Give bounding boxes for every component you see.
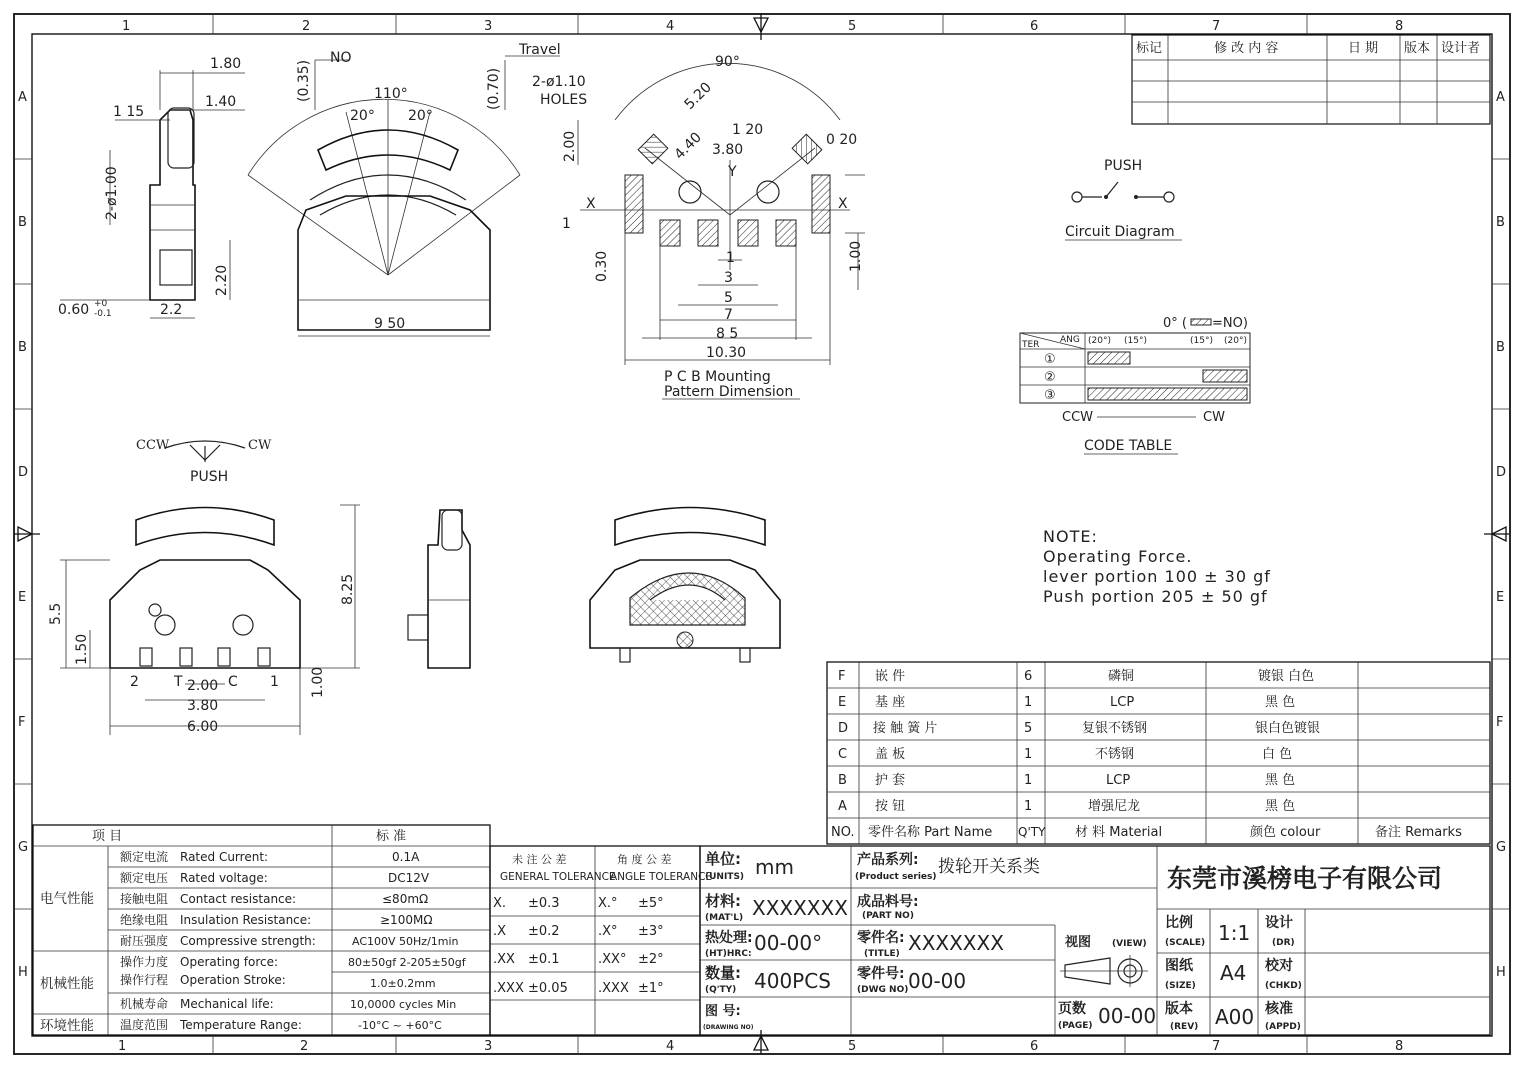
- dim-3-80b: 3.80: [187, 698, 219, 714]
- angle-90: 90°: [715, 54, 740, 70]
- spec-en: Mechanical life:: [180, 997, 274, 1011]
- dim-pitch-1: 1: [726, 250, 735, 266]
- circuit-push: PUSH: [1104, 158, 1143, 174]
- dim-1-00: 1.00: [848, 240, 864, 272]
- col-label-bottom: 6: [1030, 1039, 1039, 1054]
- bom-header: NO.: [831, 825, 855, 840]
- dim-1-00b: 1.00: [310, 666, 326, 698]
- title-label: 零件名:: [857, 930, 905, 946]
- note-line: Push portion 205 ± 50 gf: [1043, 587, 1268, 606]
- note-line: Operating Force.: [1043, 547, 1193, 566]
- bom-id: A: [838, 799, 847, 814]
- page-en: (PAGE): [1058, 1021, 1093, 1031]
- dim-0-70: (0.70): [486, 67, 502, 110]
- size-label: 图纸: [1165, 958, 1193, 974]
- spec-group: 机械性能: [40, 976, 94, 992]
- col-label-bottom: 7: [1212, 1039, 1221, 1054]
- tol-gen-val: ±0.05: [528, 981, 568, 996]
- dim-5-20: 5.20: [681, 79, 715, 113]
- bom-qty: 1: [1024, 773, 1033, 788]
- dr-label: 设计: [1265, 915, 1293, 931]
- code-row: ②: [1044, 370, 1056, 385]
- bom-name: 盖 板: [875, 747, 906, 762]
- size-value: A4: [1220, 961, 1247, 985]
- col-label-bottom: 8: [1395, 1039, 1404, 1054]
- company-name: 东莞市溪榜电子有限公司: [1167, 864, 1443, 893]
- code-angle: (20°): [1088, 336, 1111, 346]
- spec-en: Temperature Range:: [180, 1018, 302, 1032]
- appd-label: 核准: [1265, 1001, 1293, 1017]
- circuit-diagram: [1065, 158, 1182, 240]
- angle-20-right: 20°: [408, 108, 433, 124]
- qty-label: 数量:: [705, 964, 741, 982]
- bom-header: Q'TY: [1018, 825, 1046, 839]
- tol-gen-val: ±0.3: [528, 896, 560, 911]
- appd-en: (APPD): [1265, 1022, 1301, 1032]
- dim-pitch-7: 7: [724, 307, 733, 323]
- row-label-left: G: [18, 840, 29, 855]
- rev-header: 修 改 内 容: [1214, 41, 1279, 56]
- dim-2-00b: 2.00: [187, 678, 219, 694]
- series-en: (Product series): [855, 872, 937, 882]
- mat-label: 材料:: [705, 892, 741, 910]
- bom-name: 接 触 簧 片: [873, 721, 938, 736]
- chkd-en: (CHKD): [1265, 981, 1302, 991]
- row-label-left: B: [18, 340, 27, 355]
- dim-1-50: 1.50: [74, 633, 90, 665]
- spec-val: DC12V: [388, 871, 430, 885]
- label-no: NO: [330, 50, 352, 66]
- pin-c: C: [228, 674, 238, 690]
- bom-qty: 1: [1024, 799, 1033, 814]
- dim-6-00: 6.00: [187, 719, 219, 735]
- note-block: [1043, 527, 1271, 606]
- partno-label: 成品料号:: [857, 894, 919, 910]
- dim-2-00: 2.00: [562, 130, 578, 162]
- col-label-bottom: 2: [300, 1039, 309, 1054]
- code-ccw: CCW: [1062, 410, 1094, 425]
- note-title: NOTE:: [1043, 527, 1098, 546]
- dim-2-20: 2.20: [214, 264, 230, 296]
- spec-cn: 额定电压: [120, 871, 169, 885]
- tol-ang-key: .XX°: [598, 952, 627, 967]
- mat-en: (MAT'L): [705, 913, 744, 923]
- bom-material: 磷铜: [1108, 669, 1135, 684]
- title-en: (TITLE): [864, 949, 900, 959]
- spec-val: ≥100MΩ: [380, 913, 433, 927]
- spec-en: Compressive strength:: [180, 934, 316, 948]
- dim-9-50: 9 50: [374, 316, 406, 332]
- col-label-bottom: 1: [118, 1039, 127, 1054]
- axis-x-left: X: [586, 196, 596, 212]
- bom-id: E: [838, 695, 847, 710]
- spec-val: 10,0000 cycles Min: [350, 998, 457, 1011]
- row-label-left: A: [18, 90, 27, 105]
- tol-gen-key: .X: [493, 924, 507, 939]
- rev-value: A00: [1215, 1005, 1255, 1029]
- pin-1: 1: [270, 674, 279, 690]
- spec-en: Rated voltage:: [180, 871, 268, 885]
- spec-val: AC100V 50Hz/1min: [352, 935, 459, 948]
- tol-gen-cn: 未 注 公 差: [512, 853, 567, 866]
- code-caption: CODE TABLE: [1084, 438, 1173, 454]
- dim-5-5: 5.5: [48, 602, 64, 625]
- row-label-left: H: [18, 965, 28, 980]
- unit-label: 单位:: [705, 850, 741, 868]
- code-row: ③: [1044, 388, 1056, 403]
- code-angle: (20°): [1224, 336, 1247, 346]
- circuit-caption: Circuit Diagram: [1065, 224, 1175, 240]
- dim-10-30: 10.30: [706, 345, 747, 361]
- code-angle: (15°): [1124, 336, 1147, 346]
- spec-en: Operation Stroke:: [180, 973, 286, 987]
- dr-en: (DR): [1272, 938, 1295, 948]
- col-label-top: 7: [1212, 19, 1221, 34]
- code-ang: ANG: [1060, 335, 1080, 345]
- bom-material: LCP: [1110, 695, 1135, 710]
- dim-1: 1: [562, 216, 571, 232]
- code-top-label2: =NO): [1212, 316, 1248, 331]
- bottom-cw: CW: [248, 438, 272, 453]
- partno-en: (PART NO): [862, 911, 914, 921]
- page-value: 00-00: [1098, 1004, 1157, 1028]
- bom-header: 备注 Remarks: [1375, 825, 1462, 840]
- bom-header: 零件名称 Part Name: [868, 825, 993, 840]
- bom-id: B: [838, 773, 847, 788]
- col-label-bottom: 4: [666, 1039, 675, 1054]
- tol-ang-val: ±2°: [638, 952, 664, 967]
- rev-header: 标记: [1136, 41, 1163, 56]
- label-travel: Travel: [519, 42, 561, 58]
- spec-val: 80±50gf 2-205±50gf: [348, 956, 466, 969]
- tol-gen-val: ±0.1: [528, 952, 560, 967]
- spec-en: Operating force:: [180, 955, 279, 969]
- spec-val: 1.0±0.2mm: [370, 977, 436, 990]
- bom-material: 不锈钢: [1095, 747, 1135, 762]
- side-view: [58, 56, 245, 319]
- view-label: 视图: [1065, 935, 1092, 950]
- note-line: lever portion 100 ± 30 gf: [1043, 567, 1271, 586]
- rev-en: (REV): [1170, 1022, 1199, 1032]
- bom-colour: 白 色: [1262, 747, 1293, 762]
- label-holes-1: 2-ø1.10: [532, 74, 586, 90]
- tol-ang-key: .X°: [598, 924, 618, 939]
- tol-gen-val: ±0.2: [528, 924, 560, 939]
- bom-name: 基 座: [875, 695, 906, 710]
- dim-1-80: 1.80: [210, 56, 242, 72]
- dim-1-20: 1 20: [732, 122, 764, 138]
- bottom-ccw: CCW: [136, 438, 170, 453]
- bom-table: [827, 662, 1490, 844]
- spec-cn: 耐压强度: [120, 934, 169, 948]
- row-label-right: A: [1496, 90, 1505, 105]
- tol-ang-cn: 角 度 公 差: [617, 853, 672, 866]
- col-label-bottom: 5: [848, 1039, 857, 1054]
- dim-0-30: 0.30: [594, 250, 610, 282]
- pcb-title-1: P C B Mounting: [664, 369, 771, 385]
- code-cw: CW: [1203, 410, 1225, 425]
- bom-header: 颜色 colour: [1250, 825, 1321, 840]
- col-label-top: 5: [848, 19, 857, 34]
- code-top-label: 0° (: [1163, 316, 1187, 331]
- front-view: [248, 42, 561, 336]
- bom-colour: 黑 色: [1265, 799, 1296, 814]
- axis-y: Y: [728, 164, 737, 180]
- bom-qty: 6: [1024, 669, 1033, 684]
- row-label-right: F: [1496, 715, 1504, 730]
- angle-20-left: 20°: [350, 108, 375, 124]
- tol-ang-val: ±5°: [638, 896, 664, 911]
- dim-8-5: 8 5: [716, 326, 739, 342]
- rev-header: 设计者: [1441, 41, 1481, 56]
- tol-gen-key: X.: [493, 896, 507, 911]
- spec-group: 电气性能: [40, 891, 94, 907]
- dim-4-40: 4.40: [671, 129, 705, 163]
- col-label-top: 4: [666, 19, 675, 34]
- chkd-label: 校对: [1265, 958, 1293, 974]
- dim-pitch-3: 3: [724, 270, 733, 286]
- scale-label: 比例: [1165, 915, 1193, 931]
- scale-value: 1:1: [1218, 921, 1251, 945]
- spec-en: Contact resistance:: [180, 892, 297, 906]
- bom-id: C: [838, 747, 848, 762]
- mat-value: XXXXXXX: [752, 896, 848, 920]
- dim-0-60: 0.60: [58, 302, 90, 318]
- code-ter: TER: [1022, 340, 1040, 350]
- spec-val: 0.1A: [392, 850, 420, 864]
- spec-cn: 操作力度: [120, 955, 169, 969]
- row-label-right: E: [1496, 590, 1505, 605]
- ht-value: 00-00°: [754, 931, 823, 955]
- axis-x-right: X: [838, 196, 848, 212]
- row-label-right: D: [1496, 465, 1507, 480]
- bottom-view: [48, 438, 780, 735]
- spec-header-item: 项 目: [92, 829, 123, 844]
- bom-material: 增强尼龙: [1088, 799, 1141, 814]
- spec-cn: 操作行程: [120, 973, 169, 987]
- spec-cn: 额定电流: [120, 850, 169, 864]
- tol-gen-key: .XXX: [493, 981, 524, 996]
- dim-2-d1: 2-ø1.00: [104, 166, 120, 220]
- dim-2-2: 2.2: [160, 302, 183, 318]
- spec-cn: 绝缘电阻: [120, 913, 169, 927]
- dim-0-35: (0.35): [296, 59, 312, 102]
- spec-table: [33, 825, 490, 1035]
- tol-ang-key: .XXX: [598, 981, 629, 996]
- pin-2: 2: [130, 674, 139, 690]
- tol-ang-key: X.°: [598, 896, 618, 911]
- pcb-pattern: [532, 54, 865, 400]
- bom-material: LCP: [1106, 773, 1131, 788]
- row-label-left: D: [18, 465, 29, 480]
- dwg-label: 零件号:: [857, 966, 905, 982]
- col-label-top: 6: [1030, 19, 1039, 34]
- revision-table: [1132, 35, 1490, 124]
- col-label-top: 2: [302, 19, 311, 34]
- spec-en: Insulation Resistance:: [180, 913, 312, 927]
- bom-colour: 黑 色: [1265, 773, 1296, 788]
- spec-cn: 温度范围: [120, 1018, 169, 1032]
- dwg-value: 00-00: [908, 969, 967, 993]
- size-en: (SIZE): [1165, 981, 1196, 991]
- bom-qty: 1: [1024, 695, 1033, 710]
- scale-en: (SCALE): [1165, 938, 1206, 948]
- ht-label: 热处理:: [705, 930, 753, 946]
- row-label-left: B: [18, 215, 27, 230]
- tolerance-block: [490, 846, 712, 1035]
- row-label-right: H: [1496, 965, 1506, 980]
- bottom-push: PUSH: [190, 469, 229, 485]
- tol-ang-en: ANGLE TOLERANCE: [610, 871, 713, 883]
- spec-header-std: 标 准: [376, 829, 407, 844]
- drw-label: 图 号:: [705, 1004, 741, 1019]
- view-en: (VIEW): [1112, 939, 1147, 949]
- bom-colour: 镀银 白色: [1258, 669, 1315, 684]
- angle-110: 110°: [374, 86, 408, 102]
- code-angle: (15°): [1190, 336, 1213, 346]
- label-holes-2: HOLES: [540, 92, 588, 108]
- qty-value: 400PCS: [754, 969, 831, 993]
- dwg-en: (DWG NO): [857, 985, 909, 995]
- bom-header: 材 料 Material: [1075, 825, 1163, 840]
- rev-header: 日 期: [1348, 41, 1379, 56]
- bom-name: 按 钮: [875, 799, 906, 814]
- tol-ang-val: ±1°: [638, 981, 664, 996]
- dim-tol-minus: -0.1: [94, 309, 112, 319]
- code-table: [1020, 316, 1250, 454]
- dim-1-40: 1.40: [205, 94, 237, 110]
- projection-symbol-icon: [1060, 955, 1148, 987]
- page-label: 页数: [1058, 1001, 1086, 1017]
- spec-en: Rated Current:: [180, 850, 269, 864]
- col-label-top: 3: [484, 19, 493, 34]
- ht-en: (HT)HRC:: [705, 949, 752, 959]
- col-label-bottom: 3: [484, 1039, 493, 1054]
- dim-3-80: 3.80: [712, 142, 744, 158]
- dim-8-25: 8.25: [340, 573, 356, 605]
- qty-en: (Q'TY): [705, 985, 737, 995]
- bom-colour: 黑 色: [1265, 695, 1296, 710]
- bom-qty: 1: [1024, 747, 1033, 762]
- row-label-left: F: [18, 715, 26, 730]
- rev-label: 版本: [1165, 1001, 1193, 1017]
- pcb-title-2: Pattern Dimension: [664, 384, 794, 400]
- col-label-top: 1: [122, 19, 131, 34]
- rev-header: 版本: [1404, 41, 1431, 56]
- dim-tol-plus: +0: [94, 299, 108, 309]
- title-block: [700, 846, 1490, 1035]
- tol-gen-key: .XX: [493, 952, 515, 967]
- row-label-right: B: [1496, 340, 1505, 355]
- spec-val: ≤80mΩ: [382, 892, 429, 906]
- drw-en: (DRAWING NO): [703, 1024, 754, 1031]
- title-value: XXXXXXX: [908, 931, 1004, 955]
- col-label-top: 8: [1395, 19, 1404, 34]
- dim-pitch-5: 5: [724, 290, 733, 306]
- bom-colour: 银白色镀银: [1255, 721, 1321, 736]
- series-value: 拨轮开关系类: [938, 857, 1040, 877]
- bom-id: D: [838, 721, 849, 736]
- unit-value: mm: [755, 855, 794, 879]
- spec-val: -10°C ~ +60°C: [358, 1019, 442, 1032]
- spec-cn: 机械寿命: [120, 997, 169, 1011]
- row-label-right: G: [1496, 840, 1507, 855]
- spec-cn: 接触电阻: [120, 892, 169, 906]
- row-label-right: B: [1496, 215, 1505, 230]
- spec-group: 环境性能: [40, 1018, 94, 1034]
- unit-en: (UNITS): [705, 872, 745, 882]
- tol-gen-en: GENERAL TOLERANCE: [500, 871, 616, 883]
- bom-material: 复银不锈钢: [1082, 721, 1148, 736]
- tol-ang-val: ±3°: [638, 924, 664, 939]
- pin-t: T: [174, 674, 183, 690]
- code-row: ①: [1044, 352, 1056, 367]
- row-label-left: E: [18, 590, 27, 605]
- bom-name: 嵌 件: [875, 669, 906, 684]
- bom-name: 护 套: [875, 773, 906, 788]
- bom-qty: 5: [1024, 721, 1033, 736]
- dim-0-20: 0 20: [826, 132, 858, 148]
- series-label: 产品系列:: [857, 852, 919, 868]
- bom-id: F: [838, 669, 846, 684]
- dim-1-15: 1 15: [113, 104, 145, 120]
